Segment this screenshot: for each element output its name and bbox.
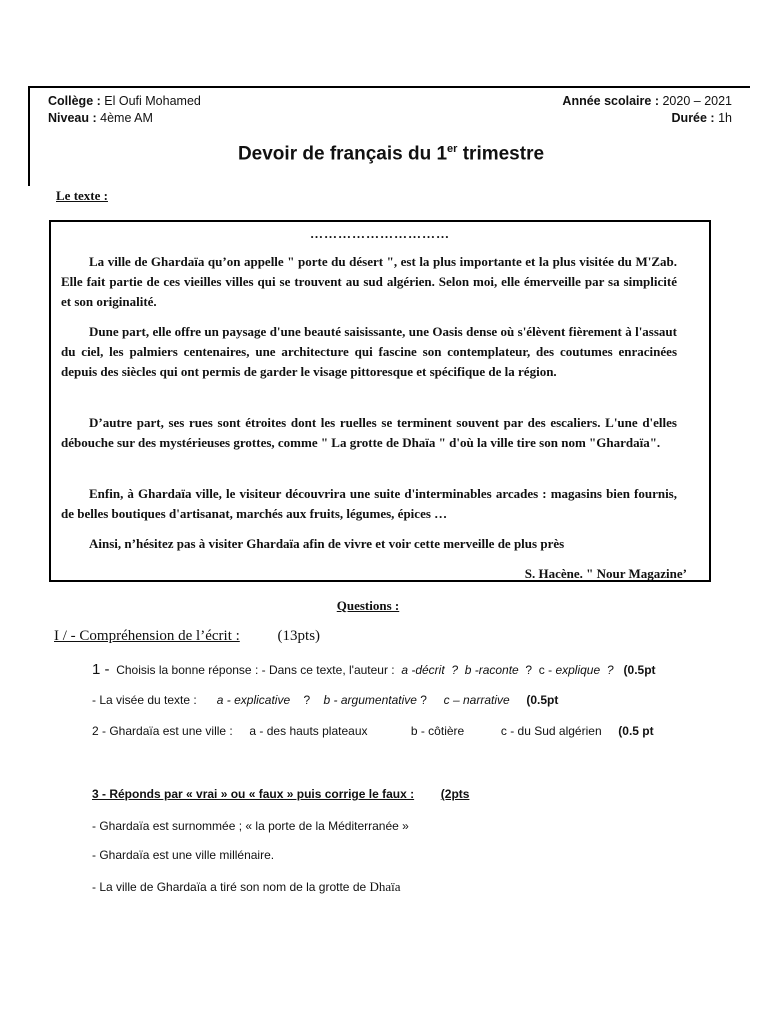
q2-text: 2 - Ghardaïa est une ville :	[92, 724, 233, 738]
statement-3	[92, 879, 401, 895]
q1b-mark-a: ?	[303, 693, 311, 707]
q2-points: (0.5 pt	[618, 724, 654, 738]
page-title	[0, 143, 768, 165]
q1-mark-a: ?	[451, 663, 459, 677]
college-line	[48, 94, 201, 108]
title-main: Devoir de français du 1	[237, 143, 448, 165]
college-value: El Oufi Mohamed	[104, 94, 201, 108]
section-heading	[54, 628, 320, 645]
q1-option-c-prefix: c -	[538, 663, 553, 677]
q1-points: (0.5pt	[623, 663, 656, 677]
q1b-option-b-prefix: b	[323, 693, 331, 707]
duree-line	[672, 111, 732, 125]
annee-value: 2020 – 2021	[662, 94, 732, 108]
q3-points: (2pts	[440, 787, 470, 801]
paragraph-5: Ainsi, n’hésitez pas à visiter Ghardaïa afin de vivre et voir cette merveille de plus près	[89, 536, 565, 551]
college-label: Collège :	[48, 94, 101, 108]
duree-label: Durée :	[671, 111, 715, 125]
q2-option-c: c - du Sud algérien	[500, 724, 602, 738]
paragraph-3: D’autre part, ses rues sont étroites dont les ruelles se terminent souvent par des escaliers. L'une d'elles débouche sur des mystérieuses grottes, comme " La grotte de Dhaïa " d'où la ville tire son nom "Ghardaïa".	[61, 415, 677, 450]
statement-3-name: Dhaïa	[369, 879, 401, 894]
q2-option-a: a - des hauts plateaux	[249, 724, 368, 738]
q1b-option-b: - argumentative	[333, 693, 417, 707]
q1-option-b: b -raconte	[464, 663, 519, 677]
statement-1: - Ghardaïa est surnommée ; « la porte de la Méditerranée »	[92, 819, 409, 833]
question-2	[92, 724, 654, 738]
q3-text: 3 - Réponds par « vrai » ou « faux » puis corrige le faux :	[92, 787, 415, 801]
duree-value: 1h	[718, 111, 732, 125]
q1b-mark-b: ?	[420, 693, 427, 707]
question-3	[92, 787, 469, 801]
section-title: I / - Compréhension de l’écrit :	[54, 628, 240, 644]
niveau-line	[48, 111, 153, 125]
title-sup: er	[447, 143, 458, 155]
paragraph-4: Enfin, à Ghardaïa ville, le visiteur découvrira une suite d'interminables arcades : magasins bien fournis, de belles boutiques d'artisanat, marchés aux fruits, légumes, épices …	[61, 486, 677, 521]
q1-number: 1 -	[92, 661, 110, 678]
q1-mark-c: ?	[606, 663, 614, 677]
q2-option-b: b - côtière	[410, 724, 465, 738]
text-source: S. Hacène. " Nour Magazine’	[524, 566, 687, 581]
q1-mark-b: ?	[525, 663, 533, 677]
title-tail: trimestre	[462, 143, 545, 165]
niveau-label: Niveau :	[48, 111, 97, 125]
statement-3-text: - La ville de Ghardaïa a tiré son nom de la grotte de	[92, 880, 367, 894]
q1b-option-a: - explicative	[226, 693, 291, 707]
annee-label: Année scolaire :	[562, 94, 659, 108]
q1b-option-c-prefix: c	[443, 693, 450, 707]
question-1	[92, 661, 656, 678]
question-1b	[92, 693, 558, 707]
q1-option-a: a -décrit	[401, 663, 445, 677]
q1b-points: (0.5pt	[526, 693, 559, 707]
text-title-dots: …………………………	[310, 226, 450, 241]
paragraph-1: La ville de Ghardaïa qu’on appelle " porte du désert ", est la plus importante et la plus visitée du M'Zab. Elle fait partie de ces vieilles villes qui se trouvent au sud algérien. Selon moi, elle émerveille par sa simplicité et son originalité.	[61, 254, 677, 309]
annee-line	[562, 94, 732, 108]
q1b-option-c: – narrative	[452, 693, 510, 707]
header-rule-left	[28, 86, 30, 186]
q1b-text: - La visée du texte :	[92, 693, 197, 707]
section-points: (13pts)	[277, 628, 321, 644]
statement-2: - Ghardaïa est une ville millénaire.	[92, 848, 275, 862]
text-box	[49, 220, 711, 582]
q1-text: Choisis la bonne réponse : - Dans ce texte, l'auteur :	[116, 663, 395, 677]
q1-option-c: explique	[555, 663, 601, 677]
header-rule-top	[28, 86, 750, 88]
niveau-value: 4ème AM	[100, 111, 153, 125]
text-label: Le texte :	[56, 188, 108, 203]
paragraph-2: Dune part, elle offre un paysage d'une beauté saisissante, une Oasis dense où s'élèvent fièrement à l'assaut du ciel, les palmiers centenaires, une architecture qui fascine son contemplateur, des coutumes enracinées depuis des siècles qui ont permis de garder le visage pittoresque et spécifique de la région.	[61, 324, 677, 379]
q1b-option-a-prefix: a	[216, 693, 224, 707]
questions-heading: Questions :	[336, 598, 400, 613]
